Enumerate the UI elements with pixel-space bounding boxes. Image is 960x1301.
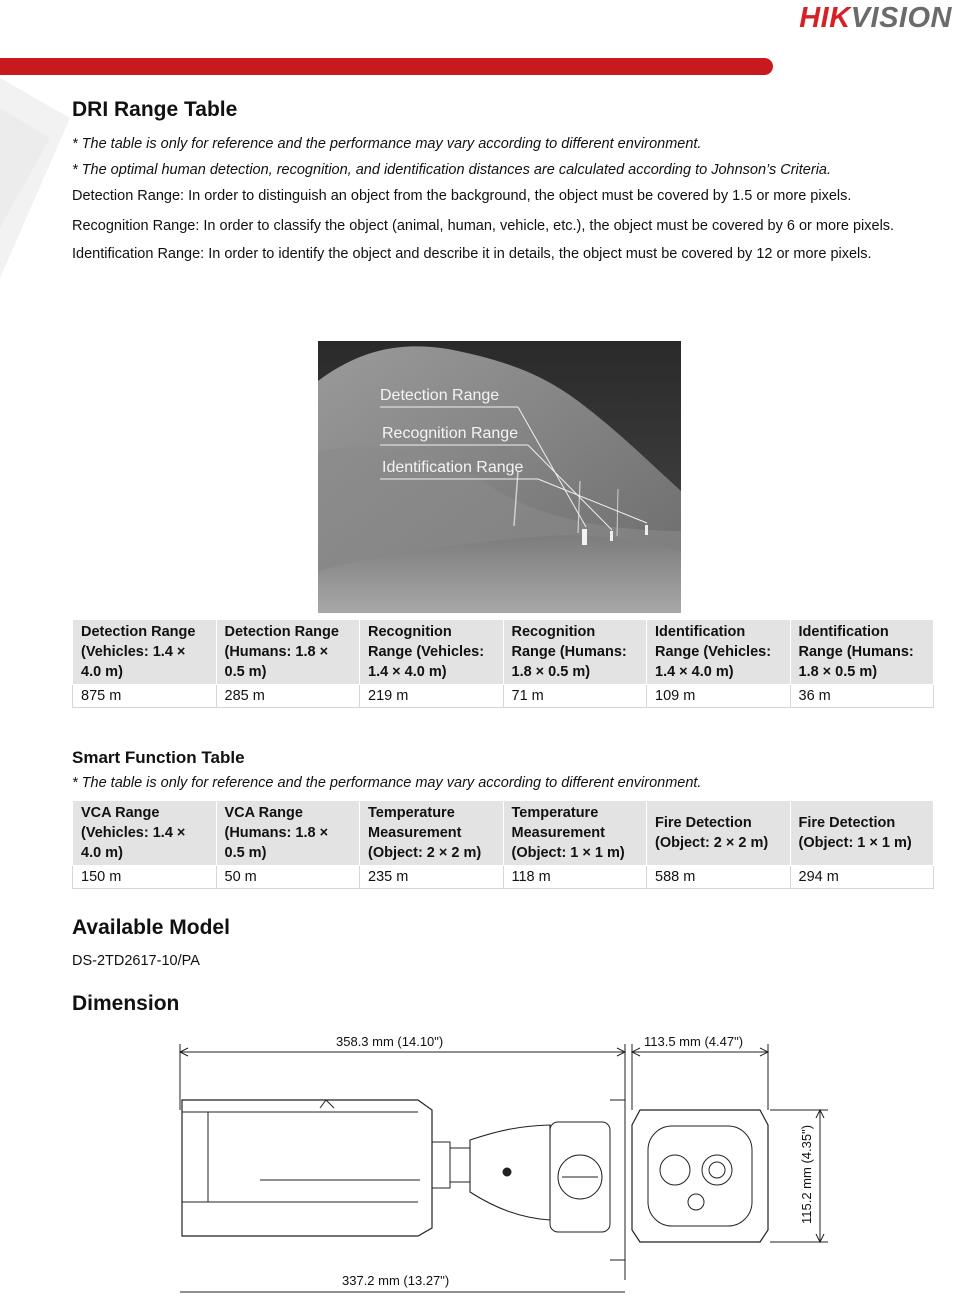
table-cell: 219 m — [360, 685, 504, 708]
table-header-cell: Detection Range (Humans: 1.8 × 0.5 m) — [216, 620, 360, 685]
recognition-range-description: Recognition Range: In order to classify the object (animal, human, vehicle, etc.), the object must be covered by 6 or more pixels. — [72, 218, 895, 234]
table-header-cell: Identification Range (Humans: 1.8 × 0.5 m) — [790, 620, 934, 685]
dri-notes — [72, 134, 934, 264]
table-header-row — [73, 801, 934, 866]
table-header-cell: VCA Range (Humans: 1.8 × 0.5 m) — [216, 801, 360, 866]
logo-part-vision: VISION — [850, 2, 952, 34]
table-cell: 36 m — [790, 685, 934, 708]
table-header-cell: Recognition Range (Vehicles: 1.4 × 4.0 m) — [360, 620, 504, 685]
dimension-body-length-label: 337.2 mm (13.27") — [342, 1273, 450, 1288]
watermark-shape — [0, 78, 80, 278]
table-cell: 50 m — [216, 866, 360, 889]
table-header-cell: Temperature Measurement (Object: 2 × 2 m) — [360, 801, 504, 866]
table-cell: 109 m — [647, 685, 791, 708]
smart-function-heading: Smart Function Table — [72, 748, 245, 767]
table-header-cell: VCA Range (Vehicles: 1.4 × 4.0 m) — [73, 801, 217, 866]
dimension-heading: Dimension — [72, 992, 180, 1015]
dimension-width-label: 113.5 mm (4.47") — [644, 1034, 744, 1049]
logo-part-hik: HIK — [799, 2, 851, 34]
table-row — [73, 866, 934, 889]
table-cell: 294 m — [790, 866, 934, 889]
dimension-drawing — [170, 1030, 850, 1298]
dimension-height-label: 115.2 mm (4.35") — [799, 1124, 814, 1224]
dri-heading: DRI Range Table — [72, 98, 238, 121]
header-red-bar — [0, 58, 773, 75]
dri-note-johnson: * The optimal human detection, recognition, and identification distances are calculated according to Johnson’s Criteria. — [72, 162, 832, 178]
table-header-cell: Fire Detection (Object: 2 × 2 m) — [647, 801, 791, 866]
dimension-section — [72, 989, 934, 1019]
hikvision-logo — [799, 2, 952, 35]
dimension-overall-length-label: 358.3 mm (14.10") — [336, 1034, 444, 1049]
table-header-cell: Temperature Measurement (Object: 1 × 1 m) — [503, 801, 647, 866]
table-cell: 875 m — [73, 685, 217, 708]
table-cell: 285 m — [216, 685, 360, 708]
model-name: DS-2TD2617-10/PA — [72, 953, 200, 969]
thermal-label-identification: Identification Range — [382, 459, 524, 476]
table-cell: 235 m — [360, 866, 504, 889]
table-cell: 588 m — [647, 866, 791, 889]
table-header-cell: Fire Detection (Object: 1 × 1 m) — [790, 801, 934, 866]
dri-section — [72, 96, 934, 124]
table-cell: 71 m — [503, 685, 647, 708]
table-cell: 118 m — [503, 866, 647, 889]
table-row — [73, 685, 934, 708]
thermal-label-detection: Detection Range — [380, 387, 500, 404]
available-model-heading: Available Model — [72, 916, 230, 939]
table-cell: 150 m — [73, 866, 217, 889]
smart-function-table — [72, 800, 934, 889]
thermal-label-recognition: Recognition Range — [382, 425, 519, 442]
thermal-dri-illustration — [318, 341, 681, 613]
table-header-row — [73, 620, 934, 685]
table-header-cell: Detection Range (Vehicles: 1.4 × 4.0 m) — [73, 620, 217, 685]
smart-function-section — [72, 746, 934, 793]
table-header-cell: Recognition Range (Humans: 1.8 × 0.5 m) — [503, 620, 647, 685]
dri-range-table — [72, 619, 934, 708]
available-model-section — [72, 913, 934, 971]
identification-range-description: Identification Range: In order to identify the object and describe it in details, the object must be covered by 12 or more pixels. — [72, 246, 872, 262]
table-header-cell: Identification Range (Vehicles: 1.4 × 4.0 m) — [647, 620, 791, 685]
detection-range-description: Detection Range: In order to distinguish an object from the background, the object must be covered by 1.5 or more pixels. — [72, 188, 852, 204]
smart-function-note: * The table is only for reference and the performance may vary according to different environment. — [72, 775, 702, 791]
dri-note-reference: * The table is only for reference and the performance may vary according to different environment. — [72, 136, 702, 152]
